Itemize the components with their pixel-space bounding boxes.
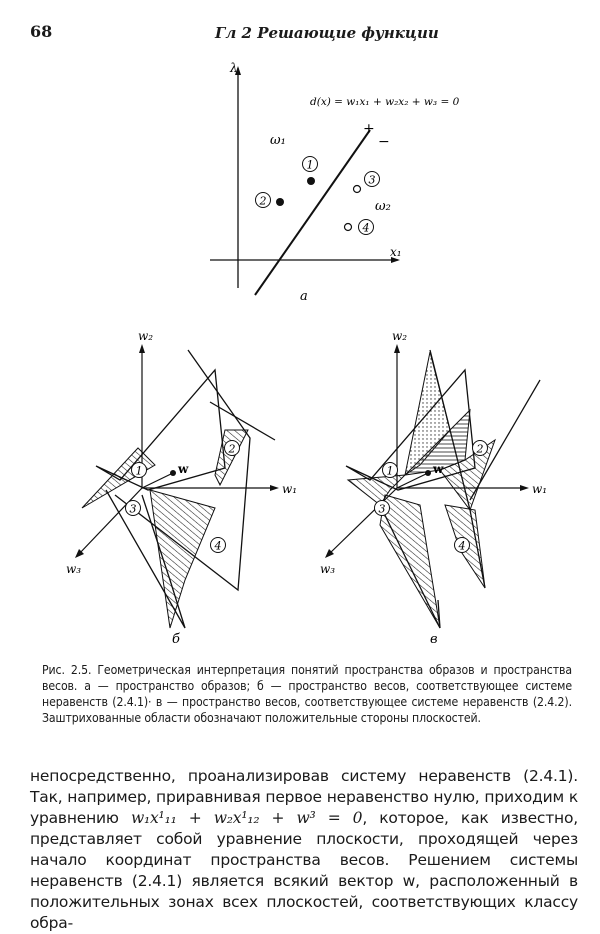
w-vector-point [170, 470, 176, 476]
plane-label-2: 2 [228, 442, 236, 456]
pattern-label-2: 2 [259, 194, 267, 208]
page-number: 68 [30, 22, 53, 41]
figure-b-weight-space [60, 330, 310, 650]
body-text-part-2: , которое, как известно, представляет собой уравнение плоскости, проходящей через начало координат пространства весов. Решением системы неравенств (2.4.1) является всякий вектор w, расположенный в положительных зонах всех плоскостей, соответствующих классу обра- [30, 809, 579, 932]
figure-a-pattern-space [200, 60, 460, 304]
w-vector-label: w [178, 462, 189, 476]
w2-axis-label: w₂ [392, 329, 408, 343]
pattern-label-1: 1 [306, 158, 314, 172]
plane-2-shaded-side [215, 430, 248, 485]
figure-caption: Рис. 2.5. Геометрическая интерпретация понятий пространства образов и пространства весов. а — пространство образов; б — пространство весов, соответствующее системе неравенств (2.4.1)· в — пространство весов, соответствующее системе неравенств (2.4.2). Заштрихованные области обозначают положительные стороны плоскостей. [42, 663, 572, 725]
body-paragraph-text [30, 766, 578, 934]
plane-label-1: 1 [135, 464, 143, 478]
plane-label-3: 3 [129, 502, 137, 516]
w3-axis-label: w₃ [66, 562, 82, 576]
w-vector [142, 473, 173, 488]
pattern-point-3 [354, 186, 361, 193]
w-vector-point [425, 470, 431, 476]
decision-boundary-line [255, 130, 370, 295]
plane-label-2: 2 [476, 442, 484, 456]
page-header [30, 22, 570, 46]
plane-2-edge [470, 380, 540, 500]
plane-4-shaded-side [380, 495, 440, 628]
decision-equation: d(x) = w₁x₁ + w₂x₂ + w₃ = 0 [310, 96, 460, 108]
y-axis-label: λ [230, 61, 238, 75]
figure-a-sublabel: a [300, 289, 308, 304]
running-head: Гл 2 Решающие функции [215, 24, 439, 42]
w3-axis-label: w₃ [320, 562, 336, 576]
figure-v-sublabel: в [430, 632, 438, 647]
figure-v-weight-space [310, 330, 570, 650]
pattern-point-1 [307, 177, 315, 185]
w2-axis-label: w₂ [138, 329, 154, 343]
pattern-point-2 [276, 198, 284, 206]
w1-axis-arrow [520, 485, 529, 491]
class-omega-2: ω₂ [375, 199, 391, 214]
body-text-part-1: непосредственно, проанализировав систему неравенств (2.4.1). Так, например, приравнивая первое неравенство нулю, приходим к уравнению [30, 767, 578, 827]
w1-axis-label: w₁ [532, 482, 548, 496]
figure-b-sublabel: б [172, 632, 180, 647]
plane-label-1: 1 [386, 464, 394, 478]
w1-axis-label: w₁ [282, 482, 298, 496]
body-equation: w₁x¹₁₁ + w₂x¹₁₂ + w³ = 0 [130, 809, 363, 827]
plane-label-4: 4 [458, 539, 466, 553]
w2-axis-arrow [139, 344, 145, 353]
plane-1-shaded-side [82, 448, 155, 508]
w1-axis-arrow [270, 485, 279, 491]
w-vector-label: w [433, 462, 444, 476]
pattern-label-3: 3 [368, 173, 376, 187]
plane-label-3: 3 [378, 502, 386, 516]
body-paragraph [30, 766, 578, 934]
plane-4-shaded-side [150, 490, 215, 628]
plane-label-4: 4 [214, 539, 222, 553]
x-axis-label: x₁ [390, 245, 402, 259]
plus-side: + [363, 121, 375, 137]
minus-side: − [378, 134, 390, 150]
class-omega-1: ω₁ [270, 133, 286, 148]
w2-axis-arrow [394, 344, 400, 353]
pattern-point-4 [345, 224, 352, 231]
pattern-label-4: 4 [362, 221, 370, 235]
